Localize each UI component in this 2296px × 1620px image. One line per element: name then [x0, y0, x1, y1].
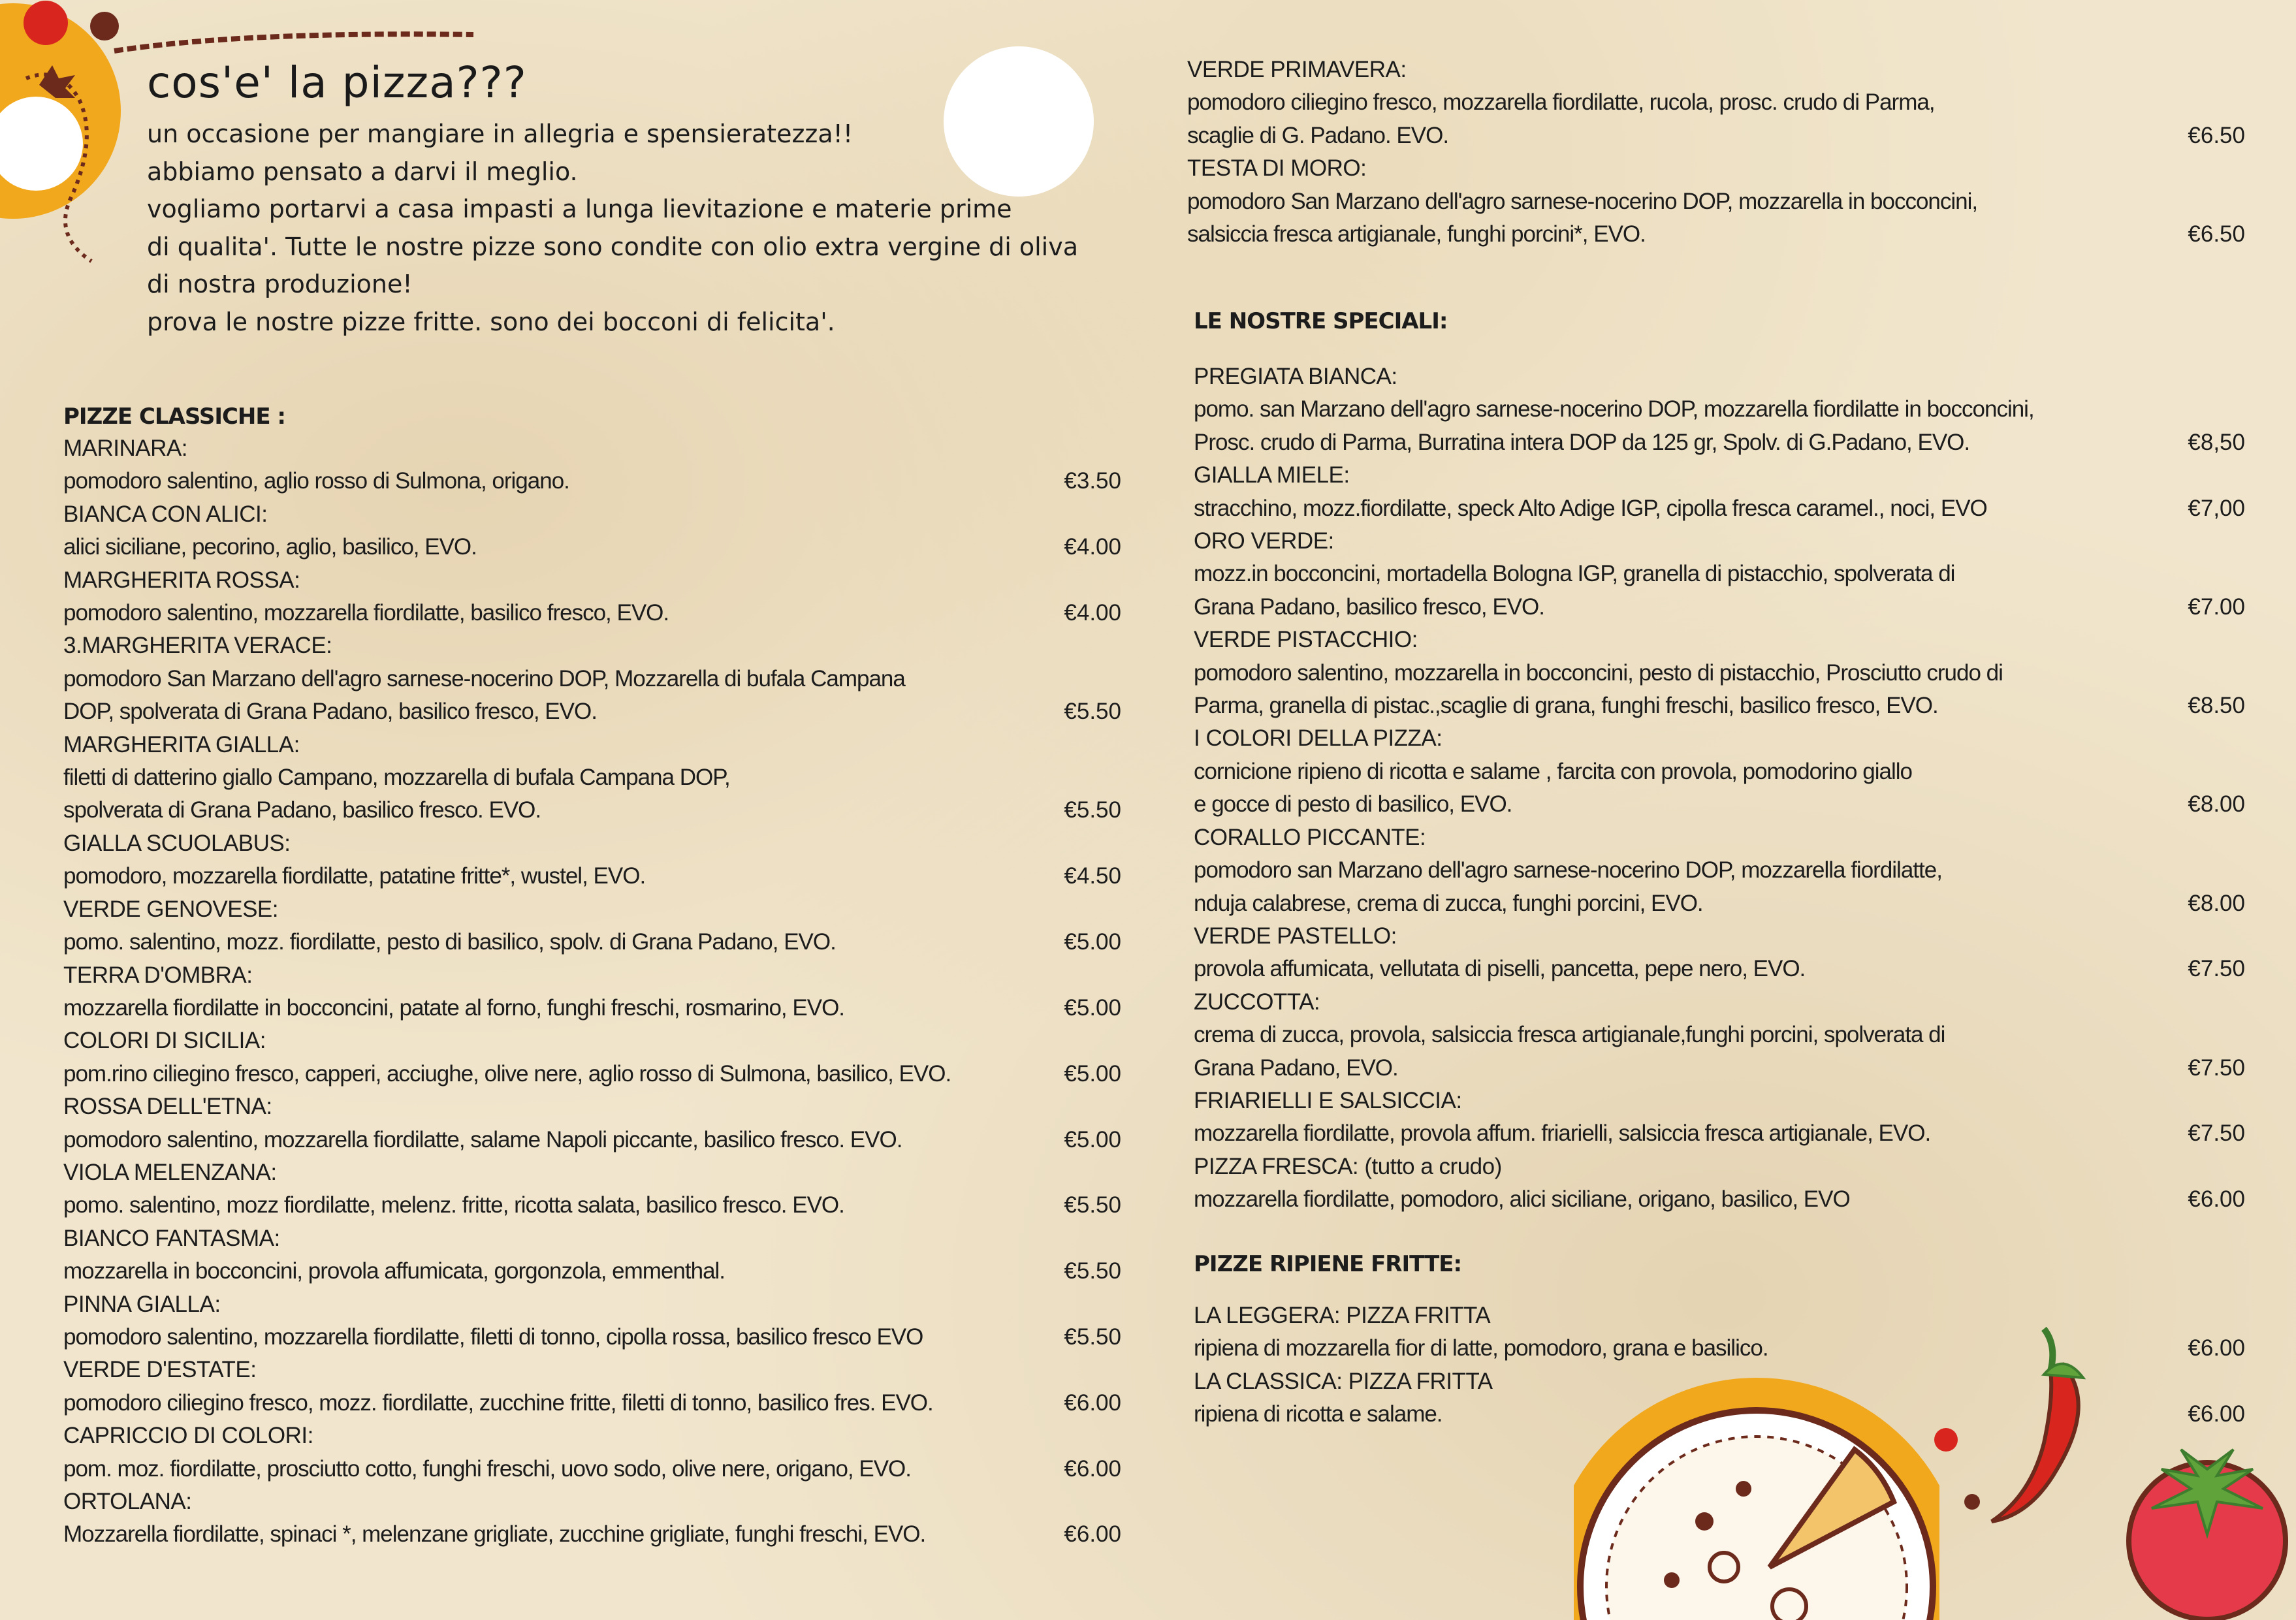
item-price: €5.00: [1064, 994, 1121, 1021]
item-description: ripiena di mozzarella fior di latte, pomodoro, grana e basilico.: [1194, 1335, 1768, 1361]
menu-item: [63, 1485, 1121, 1551]
item-description: pomo. salentino, mozz fiordilatte, melenz. fritte, ricotta salata, basilico fresco. EVO.: [63, 1192, 844, 1218]
item-price: €5.00: [1064, 1126, 1121, 1152]
item-name: PREGIATA BIANCA:: [1194, 364, 1397, 389]
item-price: €5.50: [1064, 699, 1121, 725]
item-price: €7.50: [2188, 1120, 2245, 1147]
item-row: [63, 992, 1121, 1024]
item-row: [63, 531, 1121, 564]
menu-item: [63, 893, 1121, 959]
section-heading: PIZZE RIPIENE FRITTE:: [1194, 1251, 1462, 1277]
item-name: CAPRICCIO DI COLORI:: [63, 1423, 313, 1449]
item-name: VERDE GENOVESE:: [63, 896, 278, 922]
item-row: [1194, 657, 2245, 723]
item-row: [1187, 86, 2245, 152]
item-name: ORTOLANA:: [63, 1489, 192, 1514]
item-description: pomodoro San Marzano dell'agro sarnese-nocerino DOP, Mozzarella di bufala Campana DOP, spolverata di Grana Padano, basilico fresco, EVO.: [63, 665, 905, 725]
item-name: GIALLA MIELE:: [1194, 462, 1350, 488]
item-price: €6.00: [2188, 1186, 2245, 1213]
item-name: VERDE PASTELLO:: [1194, 923, 1397, 949]
menu-item: [1194, 1151, 2245, 1216]
item-row: [63, 1058, 1121, 1090]
item-row: [63, 1255, 1121, 1288]
tomato-bottom-illustration: [2109, 1430, 2296, 1620]
intro-section: [147, 57, 1113, 341]
item-row: [1194, 492, 2245, 525]
item-row: [63, 860, 1121, 893]
item-price: €6.00: [1064, 1455, 1121, 1482]
item-name: 3.MARGHERITA VERACE:: [63, 633, 332, 659]
menu-item: [1194, 821, 2245, 920]
menu-item: [63, 1354, 1121, 1420]
item-row: [63, 926, 1121, 959]
item-row: [1194, 558, 2245, 624]
item-description: ripiena di ricotta e salame.: [1194, 1401, 1443, 1427]
item-row: [63, 597, 1121, 629]
item-price: €5.00: [1064, 929, 1121, 955]
item-name: LA LEGGERA: PIZZA FRITTA: [1194, 1303, 1491, 1328]
menu-item: [63, 1090, 1121, 1156]
item-price: €5.50: [1064, 1258, 1121, 1284]
speciali-section: [1194, 308, 2245, 1216]
item-name: COLORI DI SICILIA:: [63, 1028, 266, 1054]
menu-item: [63, 1024, 1121, 1090]
item-row: [1194, 1398, 2245, 1431]
item-name: MARINARA:: [63, 436, 187, 461]
item-row: [1194, 1117, 2245, 1150]
menu-item: [63, 959, 1121, 1025]
intro-line: prova le nostre pizze fritte. sono dei bocconi di felicita'.: [147, 307, 835, 336]
item-name: ROSSA DELL'ETNA:: [63, 1094, 272, 1120]
item-price: €6.50: [2188, 221, 2245, 247]
menu-item: [63, 498, 1121, 564]
item-description: pomodoro ciliegino fresco, mozz. fiordilatte, zucchine fritte, filetti di tonno, basilico fres. EVO.: [63, 1390, 933, 1416]
item-price: €5.00: [1064, 1060, 1121, 1087]
item-name: VERDE PRIMAVERA:: [1187, 57, 1407, 82]
item-row: [63, 1387, 1121, 1420]
item-description: pomodoro salentino, mozzarella fiordilatte, basilico fresco, EVO.: [63, 600, 669, 626]
intro-line: vogliamo portarvi a casa impasti a lunga lievitazione e materie prime: [147, 195, 1012, 224]
item-row: [63, 1124, 1121, 1156]
item-row: [63, 761, 1121, 827]
item-name: TESTA DI MORO:: [1187, 155, 1367, 182]
item-row: [1194, 1183, 2245, 1216]
item-description: pomodoro salentino, mozzarella fiordilatte, salame Napoli piccante, basilico fresco. EVO.: [63, 1126, 902, 1152]
item-name: I COLORI DELLA PIZZA:: [1194, 725, 1443, 752]
section-heading: LE NOSTRE SPECIALI:: [1194, 308, 1448, 334]
intro-line: un occasione per mangiare in allegria e spensieratezza!!: [147, 119, 853, 148]
item-name: ORO VERDE:: [1194, 528, 1334, 554]
item-name: ZUCCOTTA:: [1194, 989, 1320, 1015]
item-row: [1194, 755, 2245, 821]
menu-item: [63, 629, 1121, 728]
item-name: VIOLA MELENZANA:: [63, 1159, 277, 1185]
menu-item: [1194, 920, 2245, 986]
item-description: alici siciliane, pecorino, aglio, basilico, EVO.: [63, 534, 477, 560]
menu-item: [1194, 360, 2245, 459]
classiche-section: [63, 404, 1121, 1551]
item-description: pomodoro san Marzano dell'agro sarnese-nocerino DOP, mozzarella fiordilatte, nduja calabrese, crema di zucca, funghi porcini, EVO.: [1194, 857, 1942, 916]
intro-line: di qualita'. Tutte le nostre pizze sono condite con olio extra vergine di oliva: [147, 232, 1079, 261]
item-description: mozzarella fiordilatte, pomodoro, alici siciliane, origano, basilico, EVO: [1194, 1186, 1850, 1213]
item-name: VERDE PISTACCHIO:: [1194, 627, 1418, 653]
item-description: mozzarella fiordilatte, provola affum. friarielli, salsiccia fresca artigianale, EVO.: [1194, 1120, 1931, 1147]
item-name: MARGHERITA ROSSA:: [63, 567, 300, 593]
item-description: pomo. san Marzano dell'agro sarnese-nocerino DOP, mozzarella fiordilatte in bocconcini, Prosc. crudo di Parma, Burratina intera DOP da 125 gr, Spolv. di G.Padano, EVO.: [1194, 396, 2034, 455]
item-price: €7.50: [2188, 956, 2245, 982]
menu-item: [63, 729, 1121, 827]
item-name: CORALLO PICCANTE:: [1194, 824, 1426, 850]
menu-item: [1194, 986, 2245, 1085]
item-name: BIANCO FANTASMA:: [63, 1225, 280, 1251]
item-price: €8.50: [2188, 693, 2245, 719]
item-price: €5.50: [1064, 1192, 1121, 1218]
item-price: €3.50: [1064, 468, 1121, 494]
fritte-section: [1194, 1251, 2245, 1431]
item-row: [1194, 1332, 2245, 1365]
item-description: mozzarella in bocconcini, provola affumicata, gorgonzola, emmenthal.: [63, 1258, 725, 1284]
item-row: [1187, 185, 2245, 251]
item-description: stracchino, mozz.fiordilatte, speck Alto Adige IGP, cipolla fresca caramel., noci, EVO: [1194, 495, 1987, 521]
item-row: [63, 663, 1121, 729]
item-description: mozzarella fiordilatte in bocconcini, patate al forno, funghi freschi, rosmarino, EVO.: [63, 994, 845, 1021]
item-price: €4.00: [1064, 534, 1121, 560]
menu-item: [1194, 525, 2245, 624]
item-price: €7.00: [2188, 594, 2245, 620]
item-name: GIALLA SCUOLABUS:: [63, 830, 291, 856]
item-name: PINNA GIALLA:: [63, 1291, 221, 1317]
menu-item: [63, 1420, 1121, 1485]
brush-stroke: [111, 25, 477, 57]
item-price: €8.00: [2188, 791, 2245, 818]
item-price: €5.50: [1064, 797, 1121, 823]
menu-item: [1194, 459, 2245, 525]
item-price: €6.00: [1064, 1390, 1121, 1416]
item-price: €6.00: [2188, 1401, 2245, 1427]
item-row: [63, 465, 1121, 498]
menu-item: [63, 564, 1121, 630]
menu-item: [63, 432, 1121, 498]
item-price: €6.50: [2188, 122, 2245, 148]
section-heading: PIZZE CLASSICHE :: [63, 404, 286, 430]
item-name: PIZZA FRESCA: (tutto a crudo): [1194, 1153, 1502, 1179]
item-row: [1194, 953, 2245, 985]
menu-item: [63, 1222, 1121, 1288]
top-right-section: [1187, 54, 2245, 251]
menu-item: [63, 827, 1121, 893]
item-price: €6.00: [1064, 1521, 1121, 1548]
menu-list: [1194, 1299, 2245, 1431]
item-description: pomodoro salentino, mozzarella fiordilatte, filetti di tonno, cipolla rossa, basilico fresco EVO: [63, 1324, 923, 1350]
item-price: €6.00: [2188, 1335, 2245, 1361]
item-name: TERRA D'OMBRA:: [63, 962, 253, 988]
menu-item: [1194, 722, 2245, 821]
menu-item: [63, 1156, 1121, 1222]
menu-list: [1187, 54, 2245, 251]
item-name: MARGHERITA GIALLA:: [63, 731, 300, 757]
item-description: Mozzarella fiordilatte, spinaci *, melenzane grigliate, zucchine grigliate, funghi freschi, EVO.: [63, 1521, 926, 1548]
menu-item: [1187, 54, 2245, 152]
menu-item: [1194, 1365, 2245, 1431]
item-description: pomodoro salentino, aglio rosso di Sulmona, origano.: [63, 468, 569, 494]
menu-item: [1194, 1299, 2245, 1365]
item-row: [63, 1518, 1121, 1551]
item-name: LA CLASSICA: PIZZA FRITTA: [1194, 1368, 1493, 1394]
item-description: provola affumicata, vellutata di piselli, pancetta, pepe nero, EVO.: [1194, 956, 1806, 982]
menu-item: [1194, 1085, 2245, 1151]
item-price: €4.50: [1064, 863, 1121, 889]
item-description: mozz.in bocconcini, mortadella Bologna IGP, granella di pistacchio, spolverata di Grana Padano, basilico fresco, EVO.: [1194, 561, 1955, 620]
item-description: crema di zucca, provola, salsiccia fresca artigianale,funghi porcini, spolverata di Grana Padano, EVO.: [1194, 1022, 1945, 1081]
item-description: pom.rino ciliegino fresco, capperi, acciughe, olive nere, aglio rosso di Sulmona, basilico, EVO.: [63, 1060, 951, 1087]
intro-line: di nostra produzione!: [147, 270, 413, 299]
item-price: €7.50: [2188, 1055, 2245, 1081]
item-price: €8,50: [2188, 429, 2245, 455]
item-description: filetti di datterino giallo Campano, mozzarella di bufala Campana DOP, spolverata di Grana Padano, basilico fresco. EVO.: [63, 765, 730, 823]
item-description: pom. moz. fiordilatte, prosciutto cotto, funghi freschi, uovo sodo, olive nere, origano, EVO.: [63, 1455, 911, 1482]
intro-title: cos'e' la pizza???: [147, 57, 527, 108]
item-name: VERDE D'ESTATE:: [63, 1357, 257, 1383]
item-row: [63, 1321, 1121, 1354]
item-row: [63, 1453, 1121, 1485]
menu-list: [63, 432, 1121, 1551]
item-description: pomodoro salentino, mozzarella in bocconcini, pesto di pistacchio, Prosciutto crudo di Parma, granella di pistac.,scaglie di grana, funghi freschi, basilico fresco, EVO.: [1194, 659, 2003, 719]
item-price: €8.00: [2188, 890, 2245, 916]
item-price: €4.00: [1064, 600, 1121, 626]
item-name: BIANCA CON ALICI:: [63, 501, 268, 527]
menu-item: [1187, 152, 2245, 251]
item-name: FRIARIELLI E SALSICCIA:: [1194, 1087, 1462, 1113]
intro-line: abbiamo pensato a darvi il meglio.: [147, 157, 578, 186]
item-description: cornicione ripieno di ricotta e salame , farcita con provola, pomodorino giallo e gocce di pesto di basilico, EVO.: [1194, 758, 1912, 818]
menu-item: [63, 1288, 1121, 1354]
menu-list: [1194, 360, 2245, 1216]
item-price: €5.50: [1064, 1324, 1121, 1350]
item-description: pomodoro ciliegino fresco, mozzarella fiordilatte, rucola, prosc. crudo di Parma, scaglie di G. Padano. EVO.: [1187, 89, 1935, 148]
item-description: pomodoro San Marzano dell'agro sarnese-nocerino DOP, mozzarella in bocconcini, salsiccia fresca artigianale, funghi porcini*, EVO.: [1187, 188, 1978, 247]
item-row: [1194, 854, 2245, 920]
item-row: [1194, 1019, 2245, 1085]
menu-item: [1194, 624, 2245, 722]
item-row: [1194, 393, 2245, 459]
item-description: pomodoro, mozzarella fiordilatte, patatine fritte*, wustel, EVO.: [63, 863, 646, 889]
item-price: €7,00: [2188, 495, 2245, 521]
item-description: pomo. salentino, mozz. fiordilatte, pesto di basilico, spolv. di Grana Padano, EVO.: [63, 929, 836, 955]
item-row: [63, 1189, 1121, 1222]
